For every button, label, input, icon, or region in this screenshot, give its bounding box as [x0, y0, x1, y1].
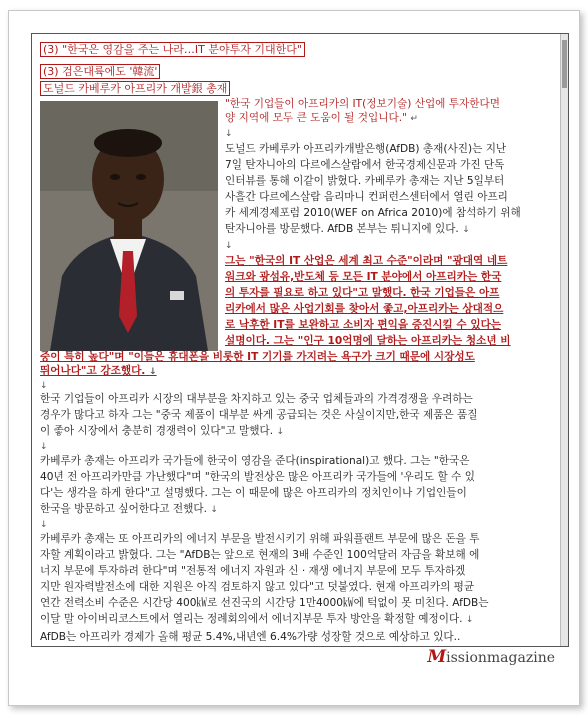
body-line: 카 세계경제포럼 2010(WEF on Africa 2010)에 참석하기 위해: [225, 207, 521, 219]
highlight-line: 설명이다. 그는 "인구 10억명에 달하는 아프리카는 청소년 비: [225, 335, 511, 347]
highlight-line: 워크와 광섬유,반도체 등 모든 IT 분야에서 아프리카는 한국: [225, 271, 502, 283]
body-line: 사흘간 다르에스살람 음리마니 컨퍼런스센터에서 열린 아프리: [225, 191, 508, 203]
highlight-line: 그는 "한국의 IT 산업은 세계 최고 수준"이라며 "광대역 네트: [225, 255, 508, 267]
return-mark: ↓: [40, 381, 48, 391]
body-line: 너지 부문에 투자하려 한다"며 "전통적 에너지 자원과 신 · 재생 에너지 부문에 모두 투자하겠: [40, 565, 466, 577]
vertical-scrollbar[interactable]: [560, 34, 568, 646]
body-line: 카베루카 총재는 아프리카 국가들에 한국이 영감을 준다(inspirational)고 했다. 그는 "한국은: [40, 455, 470, 467]
quote-line-1: "한국 기업들이 아프리카의 IT(정보기술) 산업에 투자한다면: [225, 98, 500, 110]
return-mark: ↓: [40, 442, 48, 452]
return-mark: ↓: [225, 241, 233, 251]
highlight-line: 뛰어나다"고 강조했다. ↓: [40, 365, 157, 377]
body-line: 인터뷰를 통해 이같이 밝혔다. 카베루카 총재는 지난 5일부터: [225, 175, 505, 187]
magazine-logo: Missionmagazine: [427, 647, 555, 667]
body-line: 카베루카 총재는 또 아프리카의 에너지 부문을 발전시키기 위해 파워플랜트 부문에 많은 돈을 투: [40, 533, 480, 545]
body-line: 이달 말 아이버리코스트에서 열리는 정례회의에서 에너지부문 투자 방안을 확정할 예정이다. ↓: [40, 613, 474, 625]
headline-3: 도널드 카베루카 아프리카 개발銀 총재: [40, 82, 230, 95]
highlight-line: 의 투자를 필요로 하고 있다"고 말했다. 한국 기업들은 아프: [225, 287, 500, 299]
body-line: 7일 탄자니아의 다르에스살람에서 한국경제신문과 가진 단독: [225, 159, 505, 171]
return-mark: ↓: [225, 129, 233, 139]
body-line: 이 좋아 시장에서 충분히 경쟁력이 있다"고 말했다. ↓: [40, 425, 285, 437]
body-line: 탄자니아를 방문했다. AfDB 본부는 튀니지에 있다. ↓: [225, 223, 470, 235]
document-area: [31, 33, 569, 647]
body-line: 자할 계획이라고 밝혔다. 그는 "AfDB는 앞으로 현재의 3배 수준인 100억달러 자금을 확보해 에: [40, 549, 480, 561]
scrollbar-thumb[interactable]: [562, 40, 567, 88]
headline-2: (3) 검은대륙에도 '韓流': [40, 65, 160, 78]
body-line: 도널드 카베루카 아프리카개발은행(AfDB) 총재(사진)는 지난: [225, 143, 507, 155]
body-line: 한국을 방문하고 싶어한다고 전했다. ↓: [40, 503, 218, 515]
body-line: 한국 기업들이 아프리카 시장의 대부분을 차지하고 있는 중국 업체들과의 가격경쟁을 우려하는: [40, 393, 473, 405]
body-line: 경우가 많다고 하자 그는 "중국 제품이 대부분 싸게 공급되는 것은 사실이지만,한국 제품은 품질: [40, 409, 478, 421]
highlight-line: 리카에서 많은 사업기회를 찾아서 좋고,아프리카는 상대적으: [225, 303, 504, 315]
return-mark: ↓: [40, 520, 48, 530]
body-line: 다'는 생각을 하게 한다"고 설명했다. 그는 이 때문에 많은 아프리카의 정치인이나 기업인들이: [40, 487, 467, 499]
body-line: 연간 전력소비 수준은 시간당 400㎾로 선진국의 시간당 1만4000㎾에 턱없이 못 미친다. AfDB는: [40, 597, 489, 609]
highlight-line: 중이 특히 높다"며 "이들은 휴대폰을 비롯한 IT 기기를 가지려는 욕구가 크기 때문에 시장성도: [40, 351, 475, 363]
body-line-last: AfDB는 아프리카 경제가 올해 평균 5.4%,내년엔 6.4%가량 성장할 것으로 예상하고 있다..: [40, 631, 461, 643]
portrait-photo: [40, 101, 218, 351]
body-line: 40년 전 아프리카만큼 가난했다"며 "한국의 발전상은 많은 아프리카 국가들에 '우리도 할 수 있: [40, 471, 475, 483]
page-frame: [8, 10, 580, 706]
body-line: 지만 원자력발전소에 대한 지원은 아직 검토하지 않고 있다"고 덧붙였다. 현재 아프리카의 평균: [40, 581, 475, 593]
quote-line-2: 양 지역에 모두 큰 도움이 될 것입니다." ↵: [225, 112, 418, 124]
highlight-line: 로 낙후한 IT를 보완하고 소비자 편익을 증진시킬 수 있다는: [225, 319, 502, 331]
portrait-illustration: [40, 101, 218, 351]
headline-1: (3) "한국은 영감을 주는 나라…IT 분야투자 기대한다": [40, 43, 305, 56]
